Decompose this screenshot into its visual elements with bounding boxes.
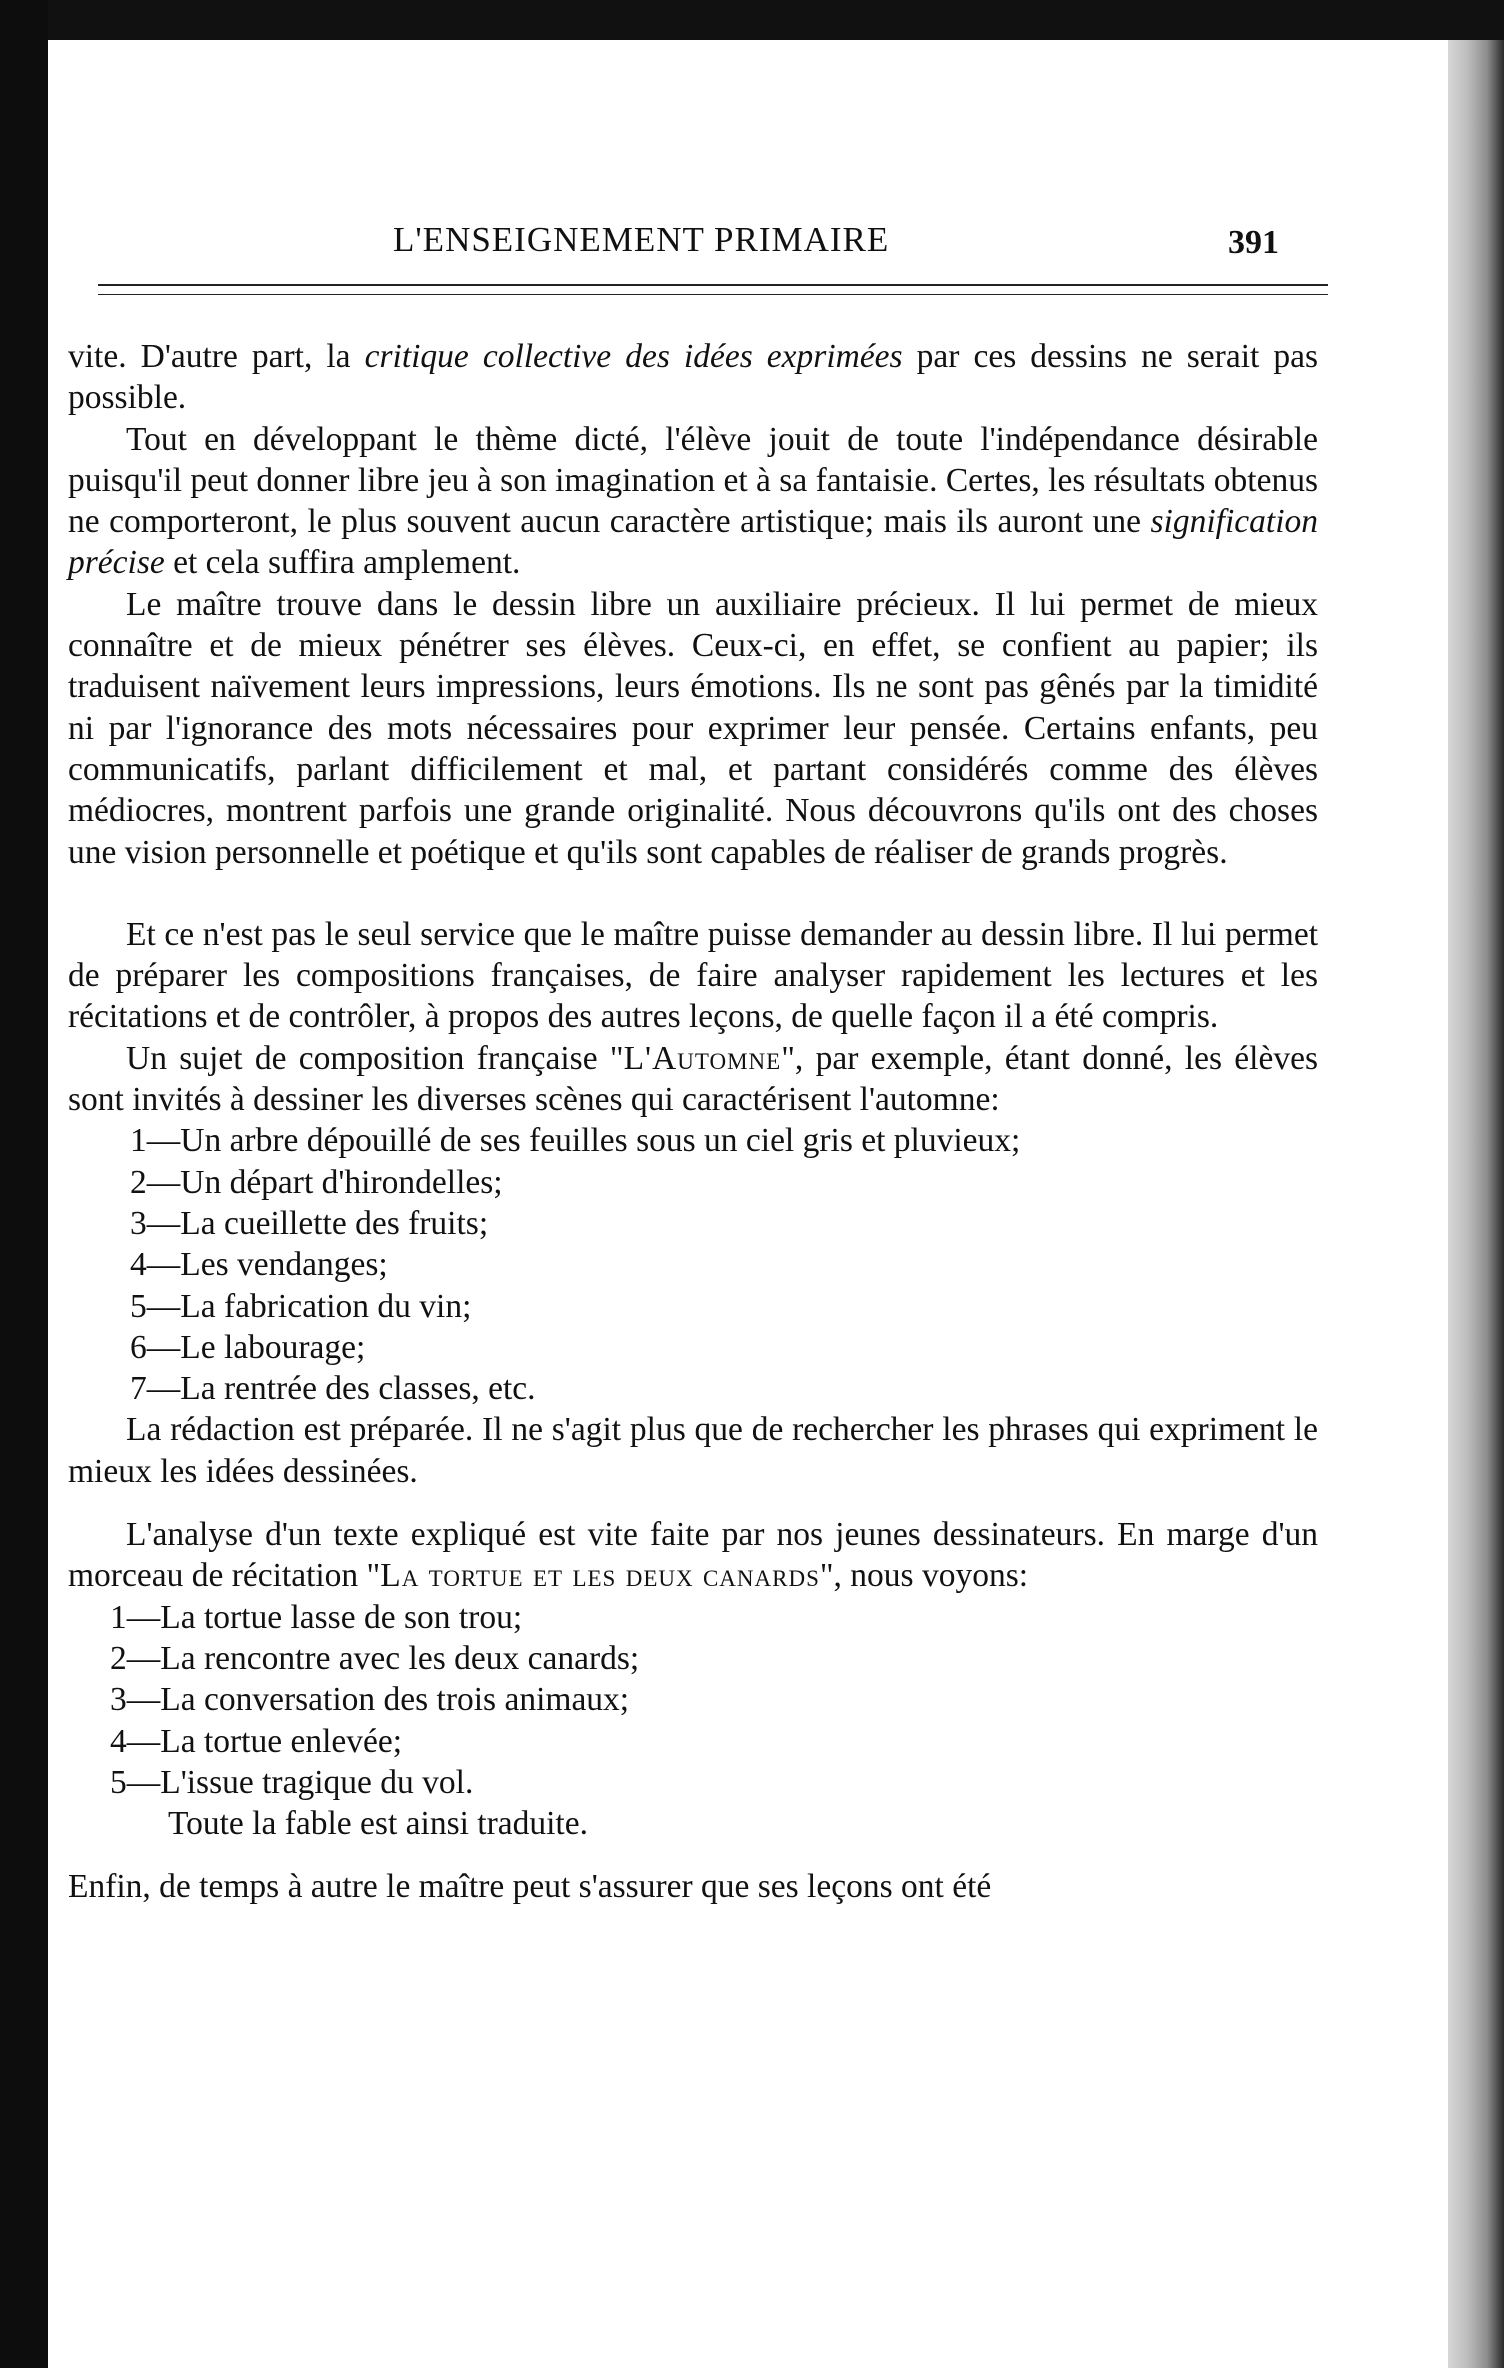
running-title: L'ENSEIGNEMENT PRIMAIRE bbox=[393, 220, 890, 259]
italic-phrase: critique collective des idées exprimées bbox=[364, 338, 903, 375]
page-number: 391 bbox=[1228, 224, 1279, 261]
list-item: 5—L'issue tragique du vol. bbox=[110, 1763, 474, 1801]
scan-left-edge bbox=[0, 0, 48, 2368]
list-item: 4—La tortue enlevée; bbox=[110, 1722, 403, 1760]
autumn-scenes-list bbox=[68, 1120, 1318, 1409]
paragraph-8: Toute la fable est ainsi traduite. bbox=[168, 1805, 588, 1843]
fable-scenes-list bbox=[68, 1597, 1318, 1803]
text-span: Un sujet de composition française " bbox=[126, 1039, 624, 1077]
text-span: ", nous voyons: bbox=[819, 1557, 1029, 1595]
list-item: 3—La conversation des trois animaux; bbox=[110, 1681, 630, 1719]
paragraph-3: Le maître trouve dans le dessin libre un auxiliaire précieux. Il lui permet de mieux connaître et de mieux pénétrer ses élèves. Ceux-ci, en effet, se confient au papier; ils traduisent naïvement leurs impressions, leurs émotions. Ils ne sont pas gênés par la timidité ni par l'ignorance des mots nécessaires pour exprimer leur pensée. Certains enfants, peu communicatifs, parlant difficilement et mal, et partant considérés comme des élèves médiocres, montrent parfois une grande originalité. Nous découvrons qu'ils ont des choses une vision personnelle et poétique et qu'ils sont capables de réaliser de grands progrès. bbox=[68, 585, 1318, 871]
text-span: Tout en développant le thème dicté, l'élève jouit de toute l'indépendance désirable puisqu'il peut donner libre jeu à son imagination et à sa fantaisie. Certes, les résultats obtenus ne comporteront, le plus souvent aucun caractère artistique; mais ils auront une bbox=[68, 420, 1318, 541]
list-item: 7—La rentrée des classes, etc. bbox=[130, 1370, 536, 1408]
text-span: par ces dessins ne serait pas possible. bbox=[68, 338, 1319, 417]
scan-top-edge bbox=[0, 0, 1504, 40]
page-stack-edge bbox=[1448, 40, 1504, 2368]
small-caps-title: L'Automne bbox=[623, 1039, 782, 1077]
italic-phrase: signification précise bbox=[68, 503, 1318, 582]
text-span: et cela suffira amplement. bbox=[164, 544, 521, 582]
page-header bbox=[48, 200, 1480, 260]
paragraph-2 bbox=[68, 419, 1318, 584]
list-item: 6—Le labourage; bbox=[130, 1328, 366, 1366]
text-span: ", par exemple, étant donné, les élèves sont invités à dessiner les diverses scènes qui caractérisent l'automne: bbox=[68, 1039, 1318, 1119]
list-item: 2—La rencontre avec les deux canards; bbox=[110, 1639, 640, 1677]
book-page bbox=[48, 40, 1480, 2368]
page-body bbox=[68, 336, 1318, 1908]
list-item: 1—Un arbre dépouillé de ses feuilles sous un ciel gris et pluvieux; bbox=[130, 1122, 1021, 1160]
paragraph-9: Enfin, de temps à autre le maître peut s'assurer que ses leçons ont été bbox=[68, 1868, 992, 1906]
paragraph-4: Et ce n'est pas le seul service que le maître puisse demander au dessin libre. Il lui permet de préparer les compositions françaises, de faire analyser rapidement les lectures et les récitations et de contrôler, à propos des autres leçons, de quelle façon il a été compris. bbox=[68, 915, 1318, 1036]
paragraph-5 bbox=[68, 1038, 1318, 1121]
list-item: 4—Les vendanges; bbox=[130, 1246, 388, 1284]
text-span: L'analyse d'un texte expliqué est vite faite par nos jeunes dessinateurs. En marge d'un morceau de récitation " bbox=[68, 1516, 1318, 1595]
small-caps-title: La tortue et les deux canards bbox=[380, 1557, 820, 1595]
paragraph-1 bbox=[68, 336, 1318, 419]
header-rule bbox=[98, 284, 1328, 286]
paragraph-7 bbox=[68, 1514, 1318, 1597]
text-span: vite. D'autre part, la bbox=[68, 338, 365, 375]
paragraph-6: La rédaction est préparée. Il ne s'agit plus que de rechercher les phrases qui expriment le mieux les idées dessinées. bbox=[68, 1411, 1318, 1490]
list-item: 3—La cueillette des fruits; bbox=[130, 1204, 489, 1242]
list-item: 2—Un départ d'hirondelles; bbox=[130, 1163, 503, 1201]
header-rule-thin bbox=[98, 294, 1328, 295]
list-item: 1—La tortue lasse de son trou; bbox=[110, 1598, 523, 1636]
list-item: 5—La fabrication du vin; bbox=[130, 1287, 472, 1325]
